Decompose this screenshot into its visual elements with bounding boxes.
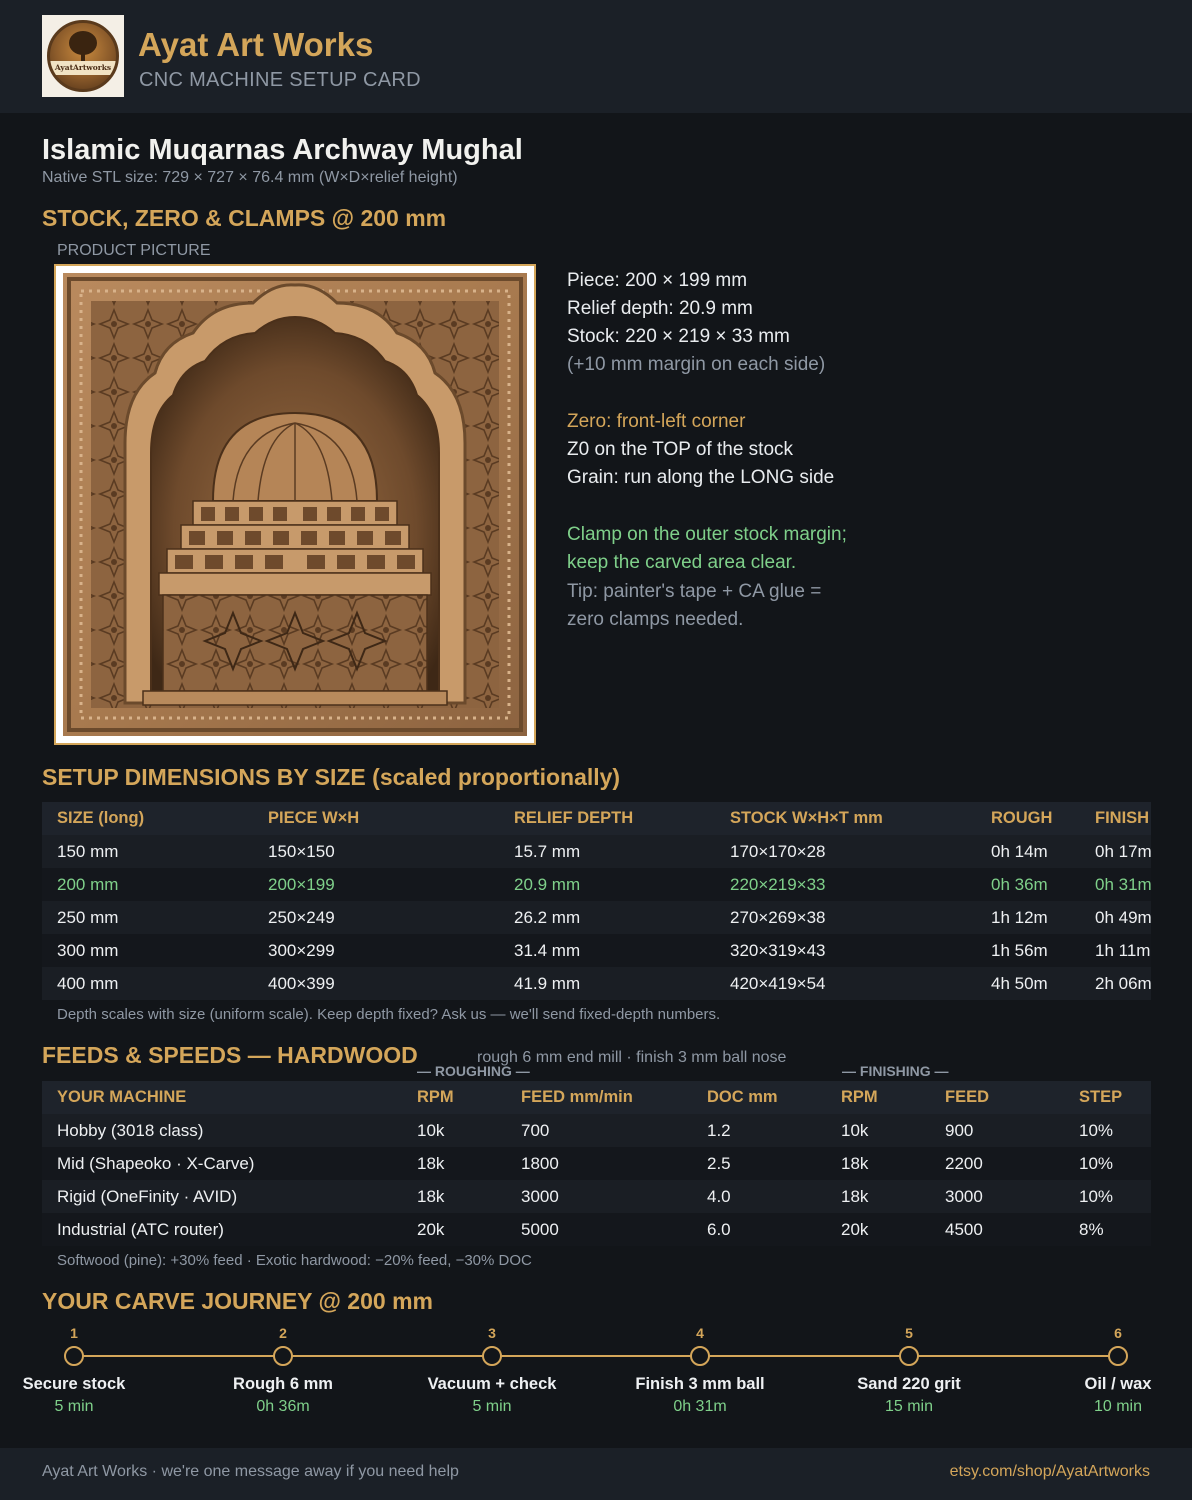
step-label: Secure stock [22, 1375, 126, 1393]
cell: 41.9 mm [499, 967, 715, 1000]
cell: 250 mm [42, 901, 253, 934]
table-row [42, 1114, 1151, 1147]
step-number: 1 [70, 1325, 78, 1341]
cell: 220×219×33 [715, 868, 976, 901]
cell: 250×249 [253, 901, 499, 934]
tip-note-1: Tip: painter's tape + CA glue = [567, 581, 822, 602]
col-step: STEP [1064, 1081, 1151, 1114]
table-row [42, 967, 1151, 1000]
sizes-table [42, 802, 1151, 1000]
stock-section-title: STOCK, ZERO & CLAMPS @ 200 mm [42, 205, 447, 231]
cell: 20k [402, 1213, 506, 1246]
cell: 10% [1064, 1147, 1151, 1180]
journey-timeline [74, 1355, 1118, 1357]
stock-size: Stock: 220 × 219 × 33 mm [567, 326, 790, 347]
step-label: Oil / wax [1084, 1375, 1152, 1393]
cell: 420×419×54 [715, 967, 976, 1000]
cell: 900 [930, 1114, 1064, 1147]
cell: 700 [506, 1114, 692, 1147]
cell: 200×199 [253, 868, 499, 901]
grain-note: Grain: run along the LONG side [567, 467, 835, 488]
relief-depth: Relief depth: 20.9 mm [567, 298, 753, 319]
product-picture-label: PRODUCT PICTURE [57, 242, 211, 259]
step-label: Finish 3 mm ball [635, 1375, 765, 1393]
feeds-section-title: FEEDS & SPEEDS — HARDWOOD [42, 1042, 418, 1068]
cell: 320×319×43 [715, 934, 976, 967]
brand-name: Ayat Art Works [138, 26, 374, 63]
cell: 15.7 mm [499, 835, 715, 868]
cell: 18k [402, 1180, 506, 1213]
cell: Industrial (ATC router) [42, 1213, 402, 1246]
col-machine: YOUR MACHINE [42, 1081, 402, 1114]
step-number: 4 [696, 1325, 704, 1341]
footer-message: Ayat Art Works · we're one message away if you need help [42, 1463, 459, 1480]
step-dot-icon [899, 1346, 919, 1366]
clamp-note-2: keep the carved area clear. [567, 552, 797, 573]
col-finish-feed: FEED [930, 1081, 1064, 1114]
step-time: 10 min [1093, 1398, 1143, 1415]
cell: 0h 36m [976, 868, 1080, 901]
col-rough-feed: FEED mm/min [506, 1081, 692, 1114]
feeds-table [42, 1081, 1151, 1246]
step-dot-icon [690, 1346, 710, 1366]
col-doc: DOC mm [692, 1081, 826, 1114]
step-number: 3 [488, 1325, 496, 1341]
zero-point: Zero: front-left corner [567, 411, 746, 432]
step-label: Rough 6 mm [233, 1375, 333, 1393]
tree-of-life-badge-icon [47, 20, 119, 92]
step-number: 6 [1114, 1325, 1122, 1341]
step-time: 5 min [472, 1398, 512, 1415]
z0-note: Z0 on the TOP of the stock [567, 439, 794, 460]
cell: 10% [1064, 1114, 1151, 1147]
step-time: 0h 31m [673, 1398, 727, 1415]
cell: 300 mm [42, 934, 253, 967]
cell: 8% [1064, 1213, 1151, 1246]
cell: 1h 11m [1080, 934, 1151, 967]
table-row [42, 1180, 1151, 1213]
brand-logo [42, 15, 124, 97]
cell: 0h 17m [1080, 835, 1151, 868]
cell: 18k [826, 1147, 930, 1180]
cell: 3000 [506, 1180, 692, 1213]
cell: 0h 49m [1080, 901, 1151, 934]
cell: 20k [826, 1213, 930, 1246]
step-dot-icon [482, 1346, 502, 1366]
cell: 4.0 [692, 1180, 826, 1213]
cell: Rigid (OneFinity · AVID) [42, 1180, 402, 1213]
cell: Hobby (3018 class) [42, 1114, 402, 1147]
cell: 10k [826, 1114, 930, 1147]
footer-bar [0, 1448, 1192, 1500]
col-finish-rpm: RPM [826, 1081, 930, 1114]
table-row [42, 835, 1151, 868]
cell: 31.4 mm [499, 934, 715, 967]
table-row-highlighted [42, 868, 1151, 901]
tip-note-2: zero clamps needed. [567, 609, 744, 630]
product-picture [54, 264, 536, 745]
logo-text: AyatArtworks [50, 61, 116, 75]
clamp-note-1: Clamp on the outer stock margin; [567, 524, 847, 545]
shop-link[interactable]: etsy.com/shop/AyatArtworks [949, 1463, 1150, 1480]
card-subtitle: CNC MACHINE SETUP CARD [139, 69, 421, 91]
cell: 0h 14m [976, 835, 1080, 868]
native-size: Native STL size: 729 × 727 × 76.4 mm (W×D×relief height) [42, 169, 458, 186]
cell: 4500 [930, 1213, 1064, 1246]
finishing-group-label: — FINISHING — [842, 1063, 949, 1079]
step-dot-icon [1108, 1346, 1128, 1366]
table-row [42, 934, 1151, 967]
step-time: 15 min [884, 1398, 934, 1415]
cell: 400 mm [42, 967, 253, 1000]
cell: 5000 [506, 1213, 692, 1246]
wood-type-note: Softwood (pine): +30% feed · Exotic hardwood: −20% feed, −30% DOC [57, 1252, 532, 1269]
step-time: 0h 36m [256, 1398, 310, 1415]
sizes-table-header [42, 802, 1151, 835]
cell: 170×170×28 [715, 835, 976, 868]
roughing-group-label: — ROUGHING — [417, 1063, 530, 1079]
col-size: SIZE (long) [42, 802, 253, 835]
step-number: 5 [905, 1325, 913, 1341]
cell: Mid (Shapeoko · X-Carve) [42, 1147, 402, 1180]
step-label: Sand 220 grit [857, 1375, 961, 1393]
table-row [42, 1147, 1151, 1180]
cell: 20.9 mm [499, 868, 715, 901]
depth-note: Depth scales with size (uniform scale). Keep depth fixed? Ask us — we'll send fixed-depth numbers. [57, 1006, 721, 1023]
tools-note: rough 6 mm end mill · finish 3 mm ball nose [477, 1049, 787, 1066]
col-rough: ROUGH [976, 802, 1080, 835]
cell: 300×299 [253, 934, 499, 967]
cell: 1.2 [692, 1114, 826, 1147]
step-label: Vacuum + check [427, 1375, 557, 1393]
cell: 150 mm [42, 835, 253, 868]
step-time: 5 min [54, 1398, 94, 1415]
cell: 400×399 [253, 967, 499, 1000]
cell: 150×150 [253, 835, 499, 868]
cell: 0h 31m [1080, 868, 1151, 901]
table-row [42, 1213, 1151, 1246]
cell: 2200 [930, 1147, 1064, 1180]
cell: 4h 50m [976, 967, 1080, 1000]
product-title: Islamic Muqarnas Archway Mughal [42, 134, 523, 166]
feeds-table-header [42, 1081, 1151, 1114]
step-dot-icon [64, 1346, 84, 1366]
cell: 2h 06m [1080, 967, 1151, 1000]
cell: 1800 [506, 1147, 692, 1180]
cell: 18k [402, 1147, 506, 1180]
col-rough-rpm: RPM [402, 1081, 506, 1114]
cell: 6.0 [692, 1213, 826, 1246]
sizes-section-title: SETUP DIMENSIONS BY SIZE (scaled proportionally) [42, 764, 621, 790]
carved-archway-image [63, 273, 527, 736]
col-piece: PIECE W×H [253, 802, 499, 835]
cell: 1h 56m [976, 934, 1080, 967]
step-number: 2 [279, 1325, 287, 1341]
cell: 10% [1064, 1180, 1151, 1213]
cell: 3000 [930, 1180, 1064, 1213]
col-stock: STOCK W×H×T mm [715, 802, 976, 835]
journey-section-title: YOUR CARVE JOURNEY @ 200 mm [42, 1288, 433, 1314]
col-relief: RELIEF DEPTH [499, 802, 715, 835]
cell: 26.2 mm [499, 901, 715, 934]
cell: 200 mm [42, 868, 253, 901]
header-bar [0, 0, 1192, 113]
cell: 270×269×38 [715, 901, 976, 934]
margin-note: (+10 mm margin on each side) [567, 354, 826, 375]
cell: 10k [402, 1114, 506, 1147]
cell: 2.5 [692, 1147, 826, 1180]
piece-size: Piece: 200 × 199 mm [567, 270, 748, 291]
col-finish: FINISH [1080, 802, 1151, 835]
cell: 1h 12m [976, 901, 1080, 934]
step-dot-icon [273, 1346, 293, 1366]
cell: 18k [826, 1180, 930, 1213]
table-row [42, 901, 1151, 934]
